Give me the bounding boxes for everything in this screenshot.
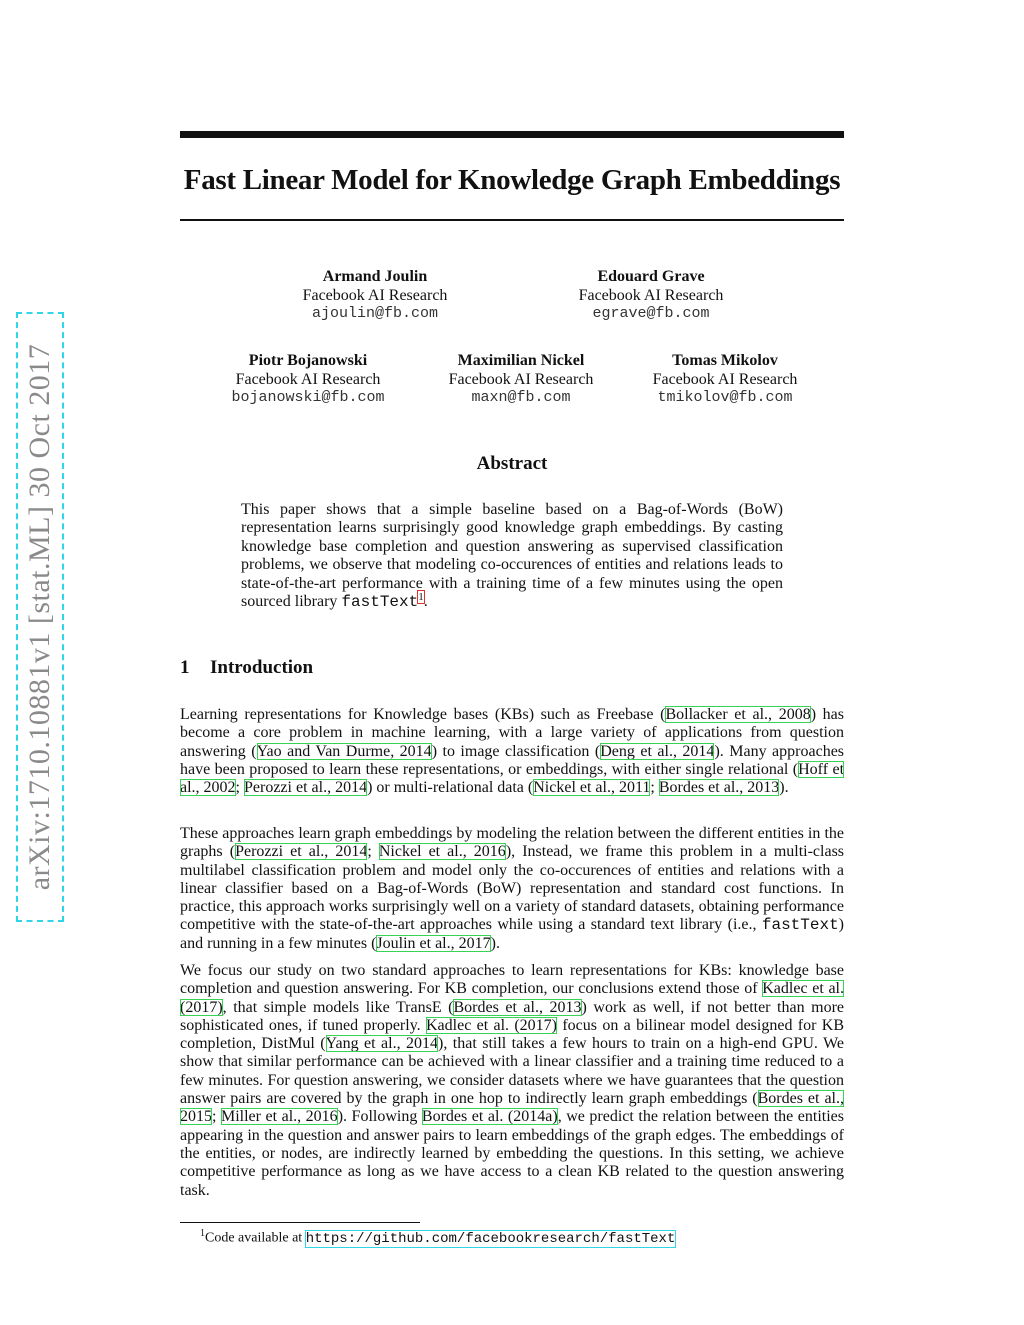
section-title: Introduction bbox=[210, 657, 314, 678]
paragraph-text: ). Many approaches have been proposed to learn these representations, or embeddings, with either single relational ( bbox=[180, 742, 845, 778]
paper-title: Fast Linear Model for Knowledge Graph Embeddings bbox=[183, 164, 841, 196]
author-name: Piotr Bojanowski bbox=[248, 352, 368, 369]
paragraph-text: ) and running in a few minutes ( bbox=[180, 916, 844, 952]
paragraph-text: ). bbox=[779, 779, 789, 797]
paragraph-text: Learning representations for Knowledge bases (KBs) such as Freebase ( bbox=[180, 706, 666, 723]
citation-link[interactable]: Bordes et al., 2015 bbox=[180, 1090, 845, 1126]
author-email: maxn@fb.com bbox=[471, 389, 571, 406]
paragraph-text: These approaches learn graph embeddings by modeling the relation between the different entities in the graphs ( bbox=[180, 825, 844, 861]
citation-link[interactable]: Joulin et al., 2017 bbox=[376, 934, 491, 952]
footnote bbox=[200, 1228, 675, 1247]
paragraph-text: ) or multi-relational data ( bbox=[367, 779, 534, 797]
author-email: tmikolov@fb.com bbox=[657, 389, 793, 406]
abstract-heading: Abstract bbox=[476, 453, 548, 474]
citation-link[interactable]: Bordes et al., 2013 bbox=[658, 779, 780, 797]
author-name: Maximilian Nickel bbox=[457, 352, 585, 369]
footnote-reference-link[interactable]: 1 bbox=[418, 590, 424, 603]
author-block bbox=[208, 352, 408, 408]
author-affiliation: Facebook AI Research bbox=[448, 370, 594, 388]
citation-link[interactable]: Kadlec et al. (2017) bbox=[425, 1016, 558, 1034]
inline-code: fastText bbox=[761, 916, 839, 935]
paragraph-text: We focus our study on two standard approaches to learn representations for KBs: knowledge base completion and question answering. For KB completion, our conclusions extend those of bbox=[180, 962, 844, 998]
author-block bbox=[625, 352, 825, 408]
author-block bbox=[421, 352, 621, 408]
citation-link[interactable]: Yao and Van Durme, 2014 bbox=[256, 742, 432, 760]
paragraph-text: focus on a bilinear model designed for KB completion, DistMul ( bbox=[180, 1016, 844, 1053]
paragraph-text: , we predict the relation between the entities appearing in the question and answer pairs to learn embeddings of the graph edges. The embeddings of the entities, or nodes, are indirectly learned by embedding the questions. In this setting, we achieve competitive performance as long as we have access to a clean KB related to the question answering task. bbox=[180, 1108, 844, 1199]
citation-link[interactable]: Miller et al., 2016 bbox=[220, 1108, 338, 1126]
section-number: 1 bbox=[180, 657, 190, 678]
author-affiliation: Facebook AI Research bbox=[578, 286, 724, 304]
citation-link[interactable]: Perozzi et al., 2014 bbox=[244, 779, 368, 797]
citation-link[interactable]: Deng et al., 2014 bbox=[600, 742, 715, 760]
citation-link[interactable]: Hoff et al., 2002 bbox=[180, 760, 845, 797]
paragraph-text: ; bbox=[650, 779, 659, 797]
footnote-url-link[interactable]: https://github.com/facebookresearch/fastText bbox=[305, 1230, 676, 1247]
author-name: Armand Joulin bbox=[322, 268, 428, 285]
abstract-end: . bbox=[423, 593, 428, 611]
paragraph-text: ). bbox=[490, 934, 500, 952]
citation-link[interactable]: Bordes et al. (2014a) bbox=[421, 1108, 558, 1126]
citation-link[interactable]: Bordes et al., 2013 bbox=[453, 998, 582, 1016]
paragraph bbox=[180, 962, 844, 1200]
author-block bbox=[551, 268, 751, 324]
title-top-rule bbox=[180, 131, 844, 138]
paragraph-text: ; bbox=[367, 843, 379, 861]
paragraph bbox=[180, 825, 844, 953]
paragraph bbox=[180, 706, 844, 797]
arxiv-identifier-text: arXiv:1710.10881v1 [stat.ML] 30 Oct 2017 bbox=[23, 343, 56, 891]
author-block bbox=[275, 268, 475, 324]
footnote-text: Code available at bbox=[205, 1230, 306, 1246]
author-email: egrave@fb.com bbox=[592, 305, 710, 322]
citation-link[interactable]: Nickel et al., 2011 bbox=[533, 779, 651, 797]
section-heading bbox=[180, 657, 313, 679]
author-name: Edouard Grave bbox=[597, 268, 705, 285]
paragraph-text: ) has become a core problem in machine learning, with a large variety of applications from question answering ( bbox=[180, 706, 845, 760]
abstract-text: This paper shows that a simple baseline based on a Bag-of-Words (BoW) representation learns surprisingly good knowledge graph embeddings. By casting knowledge base completion and question answering as supervised classification problems, we observe that modeling co-occurences of entities and relations leads to state-of-the-art performance with a training time of a few minutes using the open sourced library bbox=[241, 501, 783, 611]
paragraph-text: ). Following bbox=[337, 1108, 422, 1126]
paragraph-text: , that simple models like TransE ( bbox=[222, 998, 454, 1016]
author-name: Tomas Mikolov bbox=[672, 352, 778, 369]
author-affiliation: Facebook AI Research bbox=[302, 286, 448, 304]
abstract-code: fastText bbox=[341, 593, 419, 612]
author-affiliation: Facebook AI Research bbox=[235, 370, 381, 388]
citation-link[interactable]: Kadlec et al. (2017) bbox=[180, 980, 845, 1016]
citation-link[interactable]: Yang et al., 2014 bbox=[325, 1035, 439, 1053]
abstract-body bbox=[241, 501, 783, 611]
citation-link[interactable]: Perozzi et al., 2014 bbox=[235, 843, 368, 861]
citation-link[interactable]: Bollacker et al., 2008 bbox=[665, 706, 811, 723]
paragraph-text: ; bbox=[212, 1108, 221, 1126]
author-email: bojanowski@fb.com bbox=[231, 389, 385, 406]
paragraph-text: ), that still takes a few hours to train on a high-end GPU. We show that similar performance can be achieved with a linear classifier and a training time reduced to a few minutes. For question answering, we consider datasets where we have guarantees that the question answer pairs are covered by the graph in one hop to indirectly learn graph embeddings ( bbox=[180, 1035, 845, 1108]
author-affiliation: Facebook AI Research bbox=[652, 370, 798, 388]
footnote-mark: 1 bbox=[200, 1228, 205, 1239]
footnote-rule bbox=[180, 1222, 420, 1223]
paragraph-text: ) work as well, if not better than more sophisticated ones, if tuned properly. bbox=[180, 998, 845, 1034]
paragraph-text: ) to image classification ( bbox=[431, 742, 601, 760]
citation-link[interactable]: Nickel et al., 2016 bbox=[378, 843, 506, 861]
paragraph-text: ; bbox=[235, 779, 244, 797]
paragraph-text: ), Instead, we frame this problem in a multi-class multilabel classification problem and model only the co-occurences of entities and relations with a linear classifier based on a Bag-of-Words (BoW) representation and standard cost functions. In practice, this approach works surprisingly well on a variety of standard datasets, obtaining performance competitive with the state-of-the-art approaches while using a standard text library (i.e., bbox=[180, 843, 845, 934]
arxiv-identifier-stamp[interactable] bbox=[16, 312, 64, 922]
author-email: ajoulin@fb.com bbox=[311, 305, 439, 322]
title-bottom-rule bbox=[180, 219, 844, 221]
